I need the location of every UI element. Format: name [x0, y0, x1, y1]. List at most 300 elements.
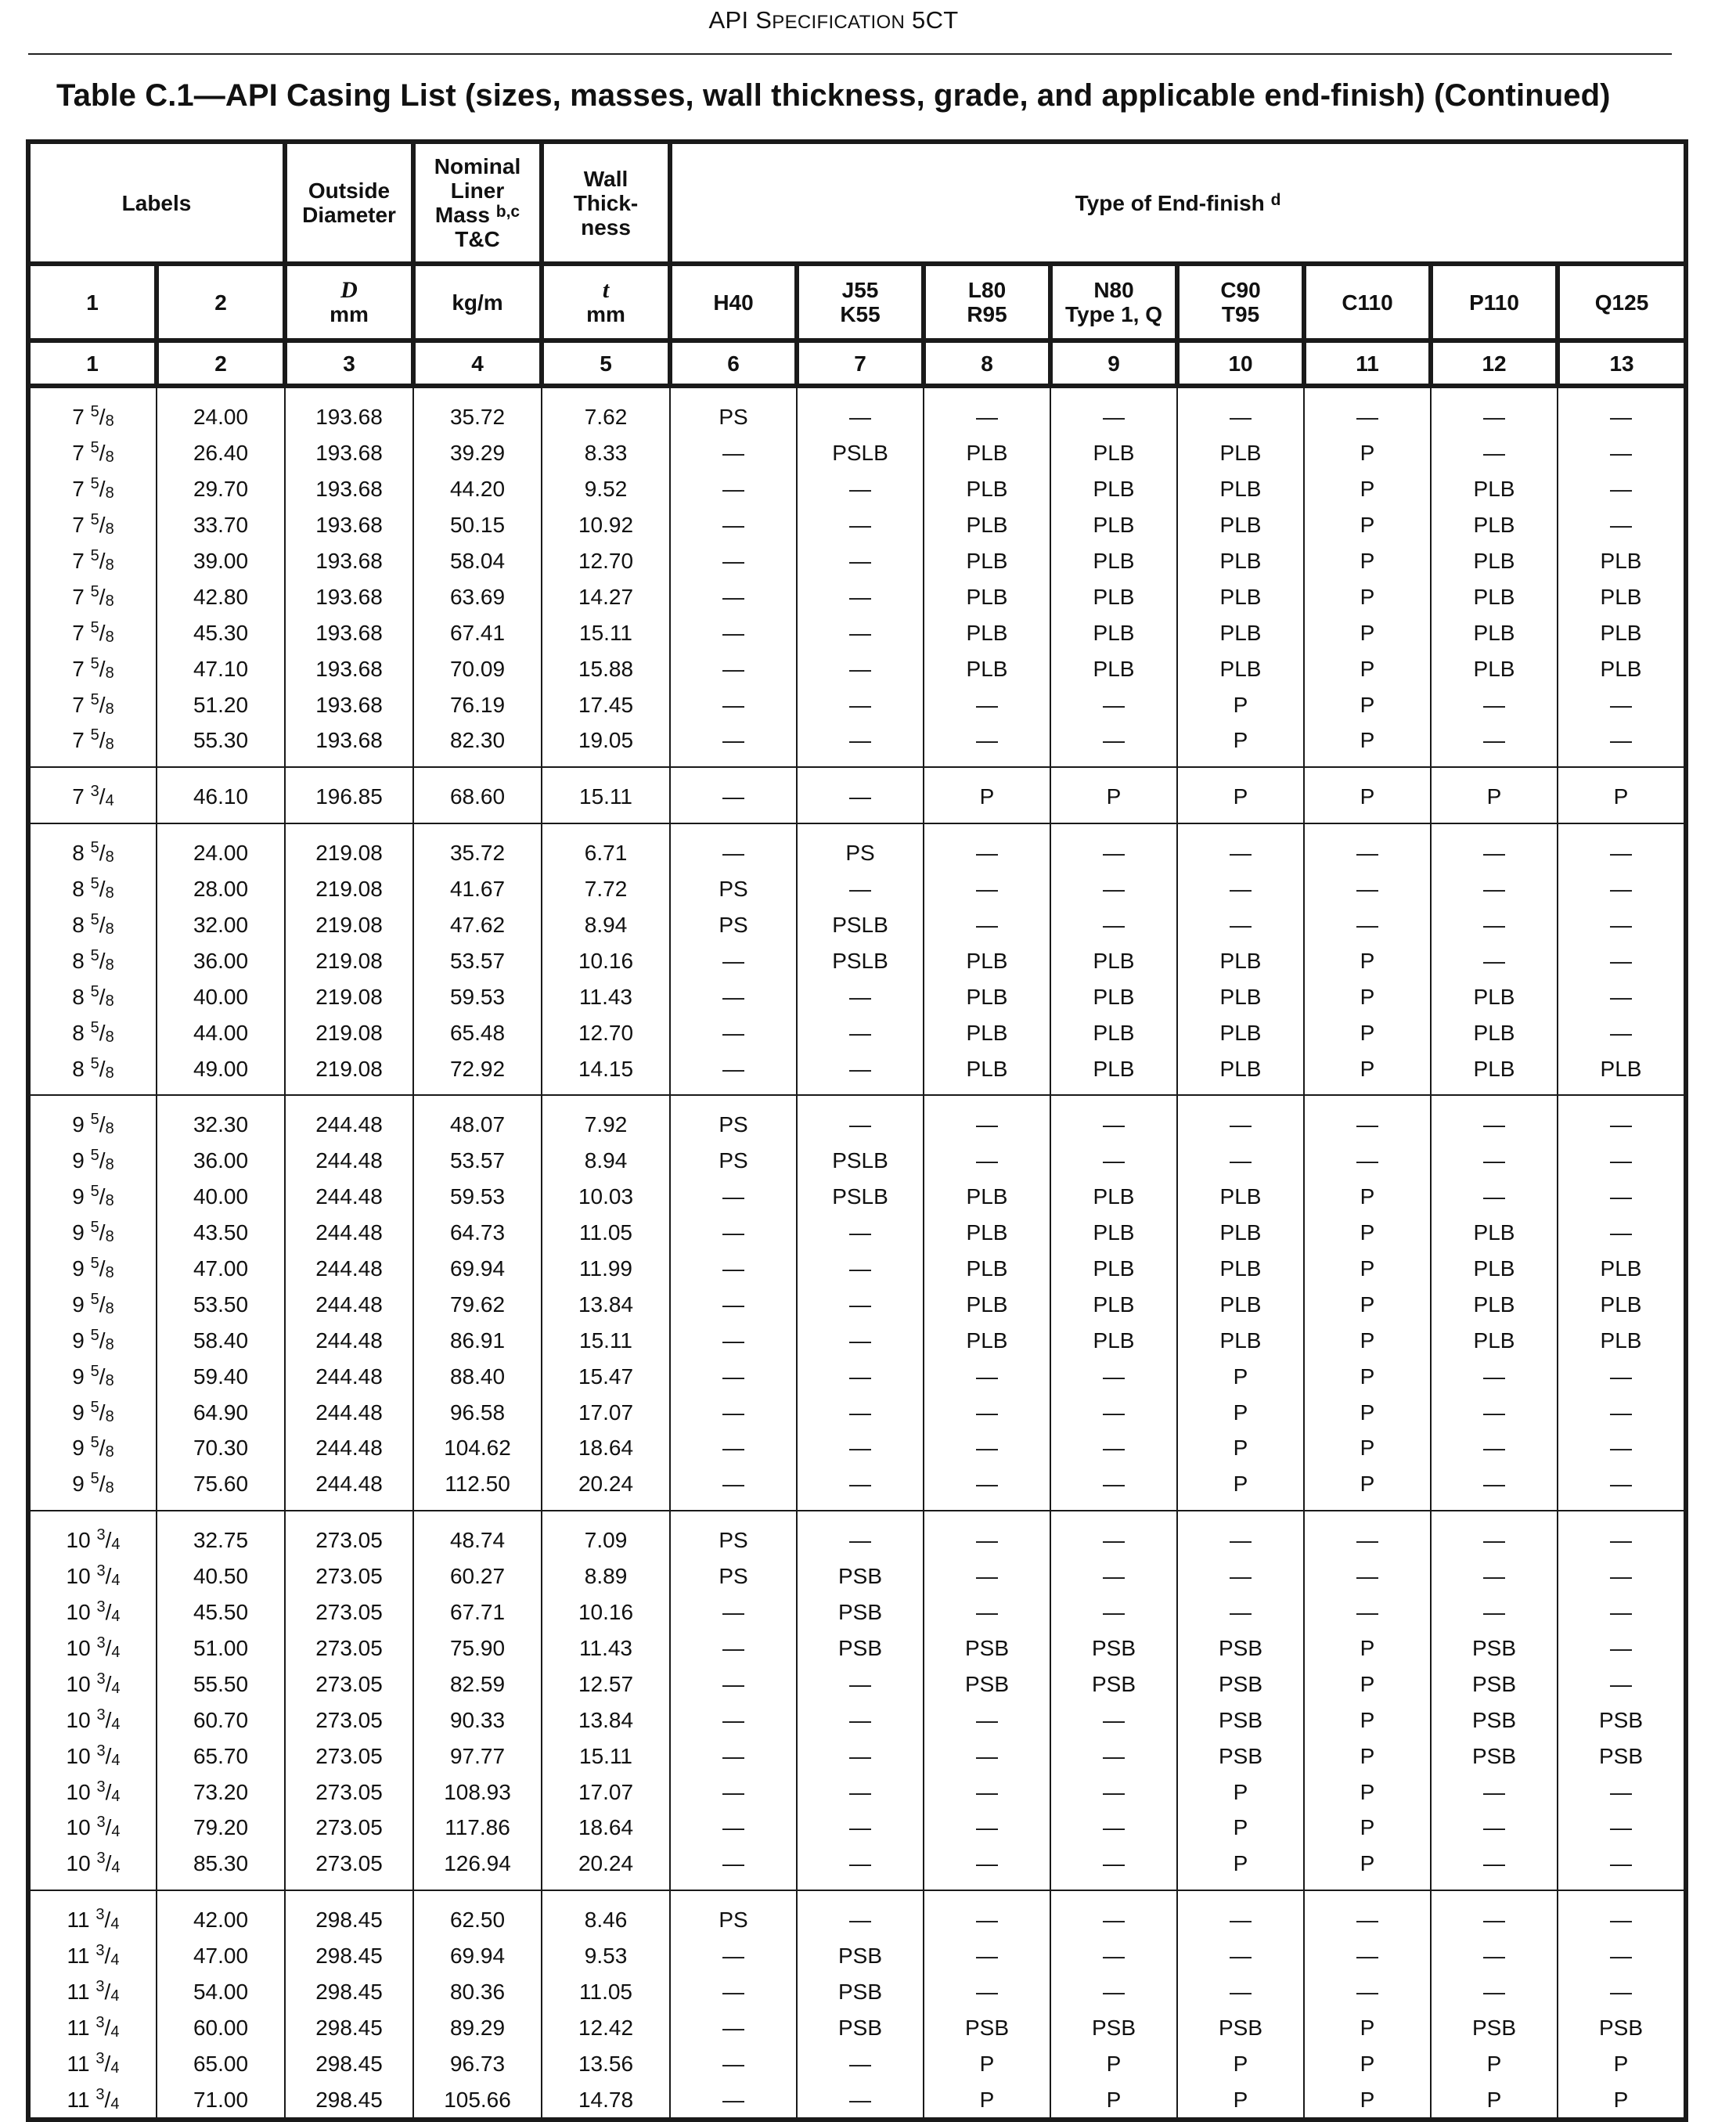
cell-grade-l80-r95: PLB [924, 471, 1050, 507]
cell-wall-thickness: 10.16 [542, 1594, 670, 1630]
cell-nominal-mass: 44.20 [413, 471, 542, 507]
cell-grade-h40: — [670, 614, 797, 650]
cell-size-label: 7 $^5/_8$ [28, 686, 157, 722]
cell-grade-h40: PS [670, 1143, 797, 1179]
cell-grade-j55-k55: PSLB [797, 1143, 924, 1179]
cell-grade-n80: — [1050, 1594, 1177, 1630]
cell-grade-h40: — [670, 1322, 797, 1358]
cell-grade-h40: PS [670, 1890, 797, 1938]
table-row [28, 614, 1686, 650]
cell-size-label: 11 $^3/_4$ [28, 1974, 157, 2010]
cell-grade-c90-t95: PLB [1177, 471, 1304, 507]
table-row [28, 686, 1686, 722]
col-number: 8 [924, 340, 1050, 386]
cell-grade-q125: PLB [1558, 1286, 1686, 1322]
cell-grade-n80: — [1050, 1774, 1177, 1810]
cell-nominal-mass: 117.86 [413, 1810, 542, 1846]
cell-grade-n80: P [1050, 767, 1177, 823]
cell-label-mass: 79.20 [157, 1810, 285, 1846]
cell-grade-c90-t95: — [1177, 1594, 1304, 1630]
cell-grade-c110: P [1304, 1702, 1431, 1738]
table-row [28, 1558, 1686, 1594]
cell-nominal-mass: 70.09 [413, 650, 542, 686]
table-row [28, 1394, 1686, 1430]
cell-grade-q125: — [1558, 1810, 1686, 1846]
cell-size-label: 10 $^3/_4$ [28, 1666, 157, 1702]
col-header-wall-unit: t mm [542, 264, 670, 340]
cell-grade-n80: — [1050, 1466, 1177, 1511]
cell-outside-diameter: 298.45 [285, 1938, 413, 1974]
cell-grade-p110: — [1431, 435, 1558, 471]
cell-label-mass: 64.90 [157, 1394, 285, 1430]
cell-grade-p110: — [1431, 686, 1558, 722]
cell-grade-c90-t95: P [1177, 1810, 1304, 1846]
col-header-grade: J55 K55 [797, 264, 924, 340]
cell-wall-thickness: 15.47 [542, 1358, 670, 1394]
cell-grade-n80: PSB [1050, 1666, 1177, 1702]
table-body [28, 386, 1686, 2120]
cell-nominal-mass: 50.15 [413, 507, 542, 543]
table-row [28, 1322, 1686, 1358]
cell-grade-l80-r95: PLB [924, 1014, 1050, 1050]
cell-grade-l80-r95: PLB [924, 1286, 1050, 1322]
cell-outside-diameter: 219.08 [285, 871, 413, 907]
cell-wall-thickness: 8.33 [542, 435, 670, 471]
cell-grade-l80-r95: PLB [924, 650, 1050, 686]
cell-grade-p110: PLB [1431, 471, 1558, 507]
cell-grade-p110: — [1431, 1143, 1558, 1179]
cell-grade-l80-r95: — [924, 1774, 1050, 1810]
cell-wall-thickness: 11.05 [542, 1215, 670, 1251]
cell-wall-thickness: 18.64 [542, 1430, 670, 1466]
cell-outside-diameter: 273.05 [285, 1810, 413, 1846]
cell-label-mass: 60.70 [157, 1702, 285, 1738]
cell-grade-h40: PS [670, 871, 797, 907]
cell-grade-p110: — [1431, 1974, 1558, 2010]
cell-grade-p110: — [1431, 871, 1558, 907]
cell-grade-j55-k55: — [797, 1702, 924, 1738]
col-header-grade: Q125 [1558, 264, 1686, 340]
cell-grade-j55-k55: — [797, 2081, 924, 2120]
cell-grade-n80: — [1050, 386, 1177, 435]
cell-grade-q125: — [1558, 686, 1686, 722]
table-row [28, 650, 1686, 686]
cell-nominal-mass: 35.72 [413, 823, 542, 871]
cell-grade-p110: — [1431, 823, 1558, 871]
cell-nominal-mass: 96.73 [413, 2045, 542, 2081]
cell-grade-q125: — [1558, 907, 1686, 943]
cell-size-label: 11 $^3/_4$ [28, 2081, 157, 2120]
cell-outside-diameter: 244.48 [285, 1286, 413, 1322]
cell-grade-c90-t95: — [1177, 1143, 1304, 1179]
cell-grade-c90-t95: PLB [1177, 978, 1304, 1014]
cell-grade-j55-k55: — [797, 1774, 924, 1810]
cell-grade-q125: — [1558, 942, 1686, 978]
cell-grade-p110: P [1431, 767, 1558, 823]
cell-grade-c110: P [1304, 686, 1431, 722]
cell-grade-l80-r95: — [924, 1890, 1050, 1938]
cell-grade-j55-k55: — [797, 614, 924, 650]
cell-grade-l80-r95: PLB [924, 543, 1050, 579]
cell-grade-n80: — [1050, 686, 1177, 722]
cell-label-mass: 53.50 [157, 1286, 285, 1322]
cell-grade-p110: — [1431, 1358, 1558, 1394]
cell-nominal-mass: 79.62 [413, 1286, 542, 1322]
cell-label-mass: 46.10 [157, 767, 285, 823]
cell-label-mass: 40.00 [157, 1179, 285, 1215]
cell-grade-l80-r95: PSB [924, 2009, 1050, 2045]
cell-grade-c90-t95: — [1177, 1511, 1304, 1558]
cell-wall-thickness: 7.62 [542, 386, 670, 435]
cell-outside-diameter: 244.48 [285, 1251, 413, 1287]
cell-grade-j55-k55: PSLB [797, 435, 924, 471]
cell-label-mass: 24.00 [157, 386, 285, 435]
cell-size-label: 10 $^3/_4$ [28, 1702, 157, 1738]
cell-grade-j55-k55: PSB [797, 1938, 924, 1974]
cell-wall-thickness: 7.72 [542, 871, 670, 907]
table-row [28, 578, 1686, 614]
cell-nominal-mass: 108.93 [413, 1774, 542, 1810]
cell-grade-l80-r95: PLB [924, 1215, 1050, 1251]
cell-grade-c90-t95: PLB [1177, 614, 1304, 650]
cell-outside-diameter: 244.48 [285, 1143, 413, 1179]
cell-wall-thickness: 8.46 [542, 1890, 670, 1938]
cell-wall-thickness: 19.05 [542, 722, 670, 767]
cell-grade-p110: PLB [1431, 507, 1558, 543]
cell-grade-l80-r95: PLB [924, 942, 1050, 978]
cell-outside-diameter: 193.68 [285, 386, 413, 435]
cell-grade-c110: P [1304, 1810, 1431, 1846]
cell-label-mass: 55.30 [157, 722, 285, 767]
cell-nominal-mass: 82.30 [413, 722, 542, 767]
cell-outside-diameter: 273.05 [285, 1558, 413, 1594]
table-row [28, 1890, 1686, 1938]
cell-grade-c110: P [1304, 614, 1431, 650]
cell-grade-c90-t95: P [1177, 686, 1304, 722]
cell-grade-l80-r95: — [924, 1394, 1050, 1430]
cell-size-label: 11 $^3/_4$ [28, 2045, 157, 2081]
cell-nominal-mass: 105.66 [413, 2081, 542, 2120]
table-row [28, 1774, 1686, 1810]
cell-size-label: 8 $^5/_8$ [28, 823, 157, 871]
cell-grade-q125: P [1558, 2045, 1686, 2081]
cell-grade-l80-r95: — [924, 907, 1050, 943]
cell-nominal-mass: 90.33 [413, 1702, 542, 1738]
cell-grade-q125: PLB [1558, 543, 1686, 579]
cell-grade-c90-t95: PLB [1177, 435, 1304, 471]
cell-wall-thickness: 15.11 [542, 767, 670, 823]
cell-size-label: 7 $^5/_8$ [28, 614, 157, 650]
cell-grade-j55-k55: PSLB [797, 1179, 924, 1215]
cell-nominal-mass: 88.40 [413, 1358, 542, 1394]
cell-nominal-mass: 39.29 [413, 435, 542, 471]
cell-grade-c110: — [1304, 1974, 1431, 2010]
cell-grade-c110: — [1304, 1938, 1431, 1974]
table-row [28, 386, 1686, 435]
cell-grade-q125: — [1558, 1890, 1686, 1938]
cell-wall-thickness: 13.56 [542, 2045, 670, 2081]
cell-label-mass: 51.20 [157, 686, 285, 722]
cell-wall-thickness: 15.11 [542, 1738, 670, 1774]
cell-nominal-mass: 59.53 [413, 978, 542, 1014]
cell-grade-h40: — [670, 942, 797, 978]
cell-grade-l80-r95: — [924, 1938, 1050, 1974]
cell-grade-p110: — [1431, 1430, 1558, 1466]
cell-grade-h40: — [670, 507, 797, 543]
col-number: 9 [1050, 340, 1177, 386]
col-number: 13 [1558, 340, 1686, 386]
cell-outside-diameter: 273.05 [285, 1666, 413, 1702]
cell-grade-c90-t95: — [1177, 907, 1304, 943]
cell-grade-j55-k55: — [797, 650, 924, 686]
cell-outside-diameter: 244.48 [285, 1430, 413, 1466]
cell-grade-c90-t95: P [1177, 1774, 1304, 1810]
cell-grade-p110: PLB [1431, 1014, 1558, 1050]
cell-grade-n80: — [1050, 1358, 1177, 1394]
cell-wall-thickness: 15.88 [542, 650, 670, 686]
cell-grade-p110: P [1431, 2045, 1558, 2081]
col-number: 6 [670, 340, 797, 386]
cell-grade-n80: — [1050, 1095, 1177, 1143]
cell-grade-j55-k55: — [797, 1251, 924, 1287]
cell-grade-n80: PLB [1050, 942, 1177, 978]
cell-grade-q125: — [1558, 1558, 1686, 1594]
cell-grade-j55-k55: — [797, 1286, 924, 1322]
cell-label-mass: 43.50 [157, 1215, 285, 1251]
cell-wall-thickness: 10.03 [542, 1179, 670, 1215]
cell-label-mass: 33.70 [157, 507, 285, 543]
cell-nominal-mass: 53.57 [413, 942, 542, 978]
cell-wall-thickness: 11.43 [542, 1630, 670, 1666]
cell-grade-p110: — [1431, 386, 1558, 435]
cell-grade-q125: — [1558, 722, 1686, 767]
cell-outside-diameter: 193.68 [285, 722, 413, 767]
cell-grade-h40: — [670, 1974, 797, 2010]
cell-grade-p110: PLB [1431, 1215, 1558, 1251]
cell-grade-c110: — [1304, 1594, 1431, 1630]
cell-grade-c90-t95: P [1177, 767, 1304, 823]
cell-grade-j55-k55: — [797, 507, 924, 543]
col-number: 10 [1177, 340, 1304, 386]
cell-grade-h40: — [670, 1430, 797, 1466]
cell-grade-q125: — [1558, 1511, 1686, 1558]
cell-nominal-mass: 69.94 [413, 1251, 542, 1287]
cell-nominal-mass: 104.62 [413, 1430, 542, 1466]
cell-grade-j55-k55: — [797, 1846, 924, 1890]
cell-grade-c90-t95: PSB [1177, 1630, 1304, 1666]
table-row [28, 823, 1686, 871]
cell-size-label: 10 $^3/_4$ [28, 1846, 157, 1890]
cell-label-mass: 45.50 [157, 1594, 285, 1630]
cell-grade-n80: PLB [1050, 614, 1177, 650]
cell-grade-n80: PLB [1050, 1014, 1177, 1050]
table-row [28, 1466, 1686, 1511]
cell-grade-p110: PSB [1431, 1666, 1558, 1702]
cell-label-mass: 47.00 [157, 1251, 285, 1287]
cell-grade-l80-r95: — [924, 1095, 1050, 1143]
cell-grade-j55-k55: — [797, 1050, 924, 1095]
cell-grade-c90-t95: — [1177, 1095, 1304, 1143]
cell-nominal-mass: 68.60 [413, 767, 542, 823]
cell-grade-n80: P [1050, 2081, 1177, 2120]
cell-grade-c90-t95: PLB [1177, 1322, 1304, 1358]
cell-size-label: 9 $^5/_8$ [28, 1394, 157, 1430]
cell-grade-n80: — [1050, 1511, 1177, 1558]
cell-size-label: 7 $^5/_8$ [28, 386, 157, 435]
cell-outside-diameter: 193.68 [285, 471, 413, 507]
cell-grade-l80-r95: — [924, 823, 1050, 871]
cell-grade-c90-t95: PLB [1177, 942, 1304, 978]
cell-grade-q125: — [1558, 823, 1686, 871]
cell-grade-l80-r95: PLB [924, 1322, 1050, 1358]
table-row [28, 907, 1686, 943]
cell-label-mass: 36.00 [157, 1143, 285, 1179]
cell-outside-diameter: 193.68 [285, 578, 413, 614]
cell-grade-c110: P [1304, 978, 1431, 1014]
cell-grade-h40: — [670, 1738, 797, 1774]
cell-nominal-mass: 96.58 [413, 1394, 542, 1430]
cell-grade-c110: P [1304, 435, 1431, 471]
cell-grade-q125: — [1558, 507, 1686, 543]
cell-size-label: 9 $^5/_8$ [28, 1095, 157, 1143]
cell-nominal-mass: 80.36 [413, 1974, 542, 2010]
cell-grade-c110: P [1304, 1630, 1431, 1666]
cell-outside-diameter: 193.68 [285, 507, 413, 543]
cell-nominal-mass: 72.92 [413, 1050, 542, 1095]
cell-wall-thickness: 8.94 [542, 1143, 670, 1179]
cell-grade-h40: PS [670, 1511, 797, 1558]
cell-outside-diameter: 244.48 [285, 1466, 413, 1511]
col-header-nominal-mass: Nominal Liner Mass $^{b,c}$ T&C [413, 142, 542, 264]
cell-wall-thickness: 17.07 [542, 1774, 670, 1810]
table-row [28, 1630, 1686, 1666]
cell-grade-j55-k55: — [797, 722, 924, 767]
cell-grade-l80-r95: — [924, 1143, 1050, 1179]
cell-grade-c90-t95: PLB [1177, 1050, 1304, 1095]
cell-grade-l80-r95: PLB [924, 1251, 1050, 1287]
cell-grade-h40: — [670, 1810, 797, 1846]
table-row [28, 1666, 1686, 1702]
cell-grade-l80-r95: PLB [924, 1050, 1050, 1095]
cell-grade-n80: PLB [1050, 650, 1177, 686]
cell-label-mass: 26.40 [157, 435, 285, 471]
cell-grade-c90-t95: PLB [1177, 1286, 1304, 1322]
cell-size-label: 10 $^3/_4$ [28, 1511, 157, 1558]
cell-grade-l80-r95: — [924, 1466, 1050, 1511]
cell-grade-c110: P [1304, 1430, 1431, 1466]
col-number: 1 [28, 340, 157, 386]
cell-grade-h40: — [670, 1179, 797, 1215]
col-header-grade: N80 Type 1, Q [1050, 264, 1177, 340]
col-number: 7 [797, 340, 924, 386]
cell-nominal-mass: 58.04 [413, 543, 542, 579]
cell-grade-p110: — [1431, 1179, 1558, 1215]
cell-wall-thickness: 12.70 [542, 1014, 670, 1050]
cell-wall-thickness: 11.99 [542, 1251, 670, 1287]
cell-grade-p110: PSB [1431, 1630, 1558, 1666]
cell-grade-h40: PS [670, 1558, 797, 1594]
cell-grade-q125: — [1558, 1394, 1686, 1430]
cell-grade-n80: PLB [1050, 1215, 1177, 1251]
cell-grade-l80-r95: — [924, 386, 1050, 435]
cell-nominal-mass: 35.72 [413, 386, 542, 435]
cell-outside-diameter: 273.05 [285, 1846, 413, 1890]
cell-grade-c110: — [1304, 386, 1431, 435]
cell-grade-h40: — [670, 578, 797, 614]
col-header-od-unit: D mm [285, 264, 413, 340]
cell-grade-l80-r95: — [924, 1358, 1050, 1394]
cell-grade-c110: — [1304, 823, 1431, 871]
col-header-grade: H40 [670, 264, 797, 340]
cell-grade-n80: — [1050, 1974, 1177, 2010]
cell-nominal-mass: 48.07 [413, 1095, 542, 1143]
cell-wall-thickness: 12.57 [542, 1666, 670, 1702]
cell-grade-c90-t95: PLB [1177, 507, 1304, 543]
cell-grade-c110: P [1304, 1666, 1431, 1702]
cell-grade-n80: — [1050, 722, 1177, 767]
cell-grade-n80: PLB [1050, 978, 1177, 1014]
cell-size-label: 11 $^3/_4$ [28, 1890, 157, 1938]
cell-grade-p110: PSB [1431, 2009, 1558, 2045]
cell-label-mass: 47.10 [157, 650, 285, 686]
cell-nominal-mass: 63.69 [413, 578, 542, 614]
cell-grade-h40: — [670, 2081, 797, 2120]
cell-size-label: 8 $^5/_8$ [28, 1014, 157, 1050]
cell-grade-n80: — [1050, 871, 1177, 907]
cell-grade-c90-t95: P [1177, 1466, 1304, 1511]
cell-grade-q125: — [1558, 1938, 1686, 1974]
cell-grade-c90-t95: PLB [1177, 578, 1304, 614]
cell-size-label: 9 $^5/_8$ [28, 1143, 157, 1179]
cell-grade-n80: — [1050, 1938, 1177, 1974]
cell-grade-c110: P [1304, 2081, 1431, 2120]
cell-grade-p110: PLB [1431, 614, 1558, 650]
cell-grade-l80-r95: — [924, 1511, 1050, 1558]
cell-grade-c110: — [1304, 1143, 1431, 1179]
cell-grade-n80: — [1050, 1702, 1177, 1738]
cell-grade-n80: — [1050, 1890, 1177, 1938]
cell-size-label: 10 $^3/_4$ [28, 1630, 157, 1666]
cell-wall-thickness: 9.52 [542, 471, 670, 507]
table-row [28, 1215, 1686, 1251]
cell-nominal-mass: 126.94 [413, 1846, 542, 1890]
running-head: API SPECIFICATION 5CT [708, 6, 959, 34]
table-row [28, 1251, 1686, 1287]
cell-wall-thickness: 17.45 [542, 686, 670, 722]
cell-grade-c90-t95: P [1177, 1846, 1304, 1890]
cell-grade-q125: — [1558, 978, 1686, 1014]
cell-grade-h40: — [670, 650, 797, 686]
cell-label-mass: 85.30 [157, 1846, 285, 1890]
cell-grade-q125: — [1558, 1594, 1686, 1630]
cell-grade-j55-k55: — [797, 767, 924, 823]
table-row [28, 1938, 1686, 1974]
cell-grade-j55-k55: — [797, 871, 924, 907]
col-header-mass-unit: kg/m [413, 264, 542, 340]
cell-grade-c110: — [1304, 1558, 1431, 1594]
cell-wall-thickness: 11.43 [542, 978, 670, 1014]
cell-size-label: 7 $^5/_8$ [28, 435, 157, 471]
cell-label-mass: 42.00 [157, 1890, 285, 1938]
cell-grade-p110: — [1431, 1466, 1558, 1511]
cell-grade-j55-k55: — [797, 543, 924, 579]
cell-size-label: 7 $^5/_8$ [28, 471, 157, 507]
cell-outside-diameter: 219.08 [285, 823, 413, 871]
cell-grade-q125: — [1558, 386, 1686, 435]
col-header-labels: Labels [28, 142, 285, 264]
cell-grade-p110: PLB [1431, 650, 1558, 686]
cell-outside-diameter: 273.05 [285, 1511, 413, 1558]
